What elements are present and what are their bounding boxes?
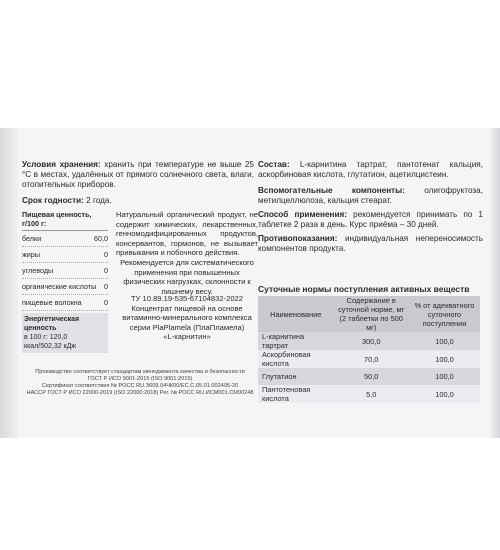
recommendation-text: Рекомендуется для систематического применения при повышенных физических нагрузках, склонности к лишнему весу.	[120, 258, 254, 296]
nutrition-row: углеводы 0	[22, 263, 108, 279]
cert-line2: ГОСТ Р ИСО 9001-2015 (ISO 9001:2015)	[87, 376, 193, 382]
nutrition-table	[22, 210, 108, 353]
active-substances-table	[258, 296, 480, 403]
storage-text: хранить при температуре не выше 25 °С в местах, удалённых от прямого солнечного света, влаги, отопительных приборов.	[22, 160, 254, 190]
nutrition-row: белки 60,0	[22, 231, 108, 247]
storage-label: Условия хранения:	[22, 160, 101, 169]
energy-value-box	[22, 313, 108, 353]
active-table-title: Суточные нормы поступления активных веществ	[258, 284, 470, 294]
nutrition-row: органические кислоты 0	[22, 279, 108, 295]
usage-text: рекомендуется принимать по 1 таблетке 2 раза в день. Курс приёма – 30 дней.	[258, 210, 483, 230]
col-header-percent: % от адекватного суточного поступления	[409, 296, 480, 332]
nutrition-row: жиры 0	[22, 247, 108, 263]
auxiliary-components	[258, 186, 483, 206]
tu-line1: Концентрат пищевой на основе	[131, 303, 243, 313]
col-header-amount: Содержание в суточной норме, мг (2 таблетки по 500 мг)	[333, 296, 408, 332]
composition-text: L-карнитина тартрат, пантотенат кальция, аскорбиновая кислота, глутатион, ацетилцистеин.	[258, 160, 483, 180]
table-header-row	[258, 296, 480, 332]
contra-label: Противопоказания:	[258, 234, 338, 243]
certificates	[22, 369, 258, 397]
composition	[258, 160, 483, 180]
cert-line1: Производство соответствует стандартам менеджмента качества и безопасности	[35, 369, 245, 375]
storage-conditions	[22, 160, 254, 191]
tu-code: ТУ 10.89.19-535-67104832-2022	[130, 294, 244, 303]
contraindications	[258, 234, 483, 254]
energy-value: в 100 г: 120,0 ккал/502,32 кДж	[24, 334, 77, 350]
usage-label: Способ применения:	[258, 210, 348, 219]
table-row: Пантотеновая кислота 5,0 100,0	[258, 385, 480, 403]
col-header-name: Наименование	[258, 296, 333, 332]
tu-line3: серии PlaPlamela (ПлаПламела)	[129, 322, 245, 332]
natural-product-text: Натуральный органический продукт, не содержит химических, лекарственных, генномодифицированных продуктов, консервантов, гормонов, не вызывает привыкания и побочного действия.	[116, 210, 258, 258]
tu-block	[116, 294, 258, 342]
table-row: Глутатион 50,0 100,0	[258, 368, 480, 385]
nutrition-row: пищевые волокна 0	[22, 295, 108, 311]
auxiliary-label: Вспомогательные компоненты:	[258, 186, 405, 195]
shelf-life-text: 2 года.	[86, 196, 112, 205]
usage	[258, 210, 483, 230]
table-row: Аскорбиновая кислота 70,0 100,0	[258, 350, 480, 368]
nutrition-header: Пищевая ценность, г/100 г:	[22, 210, 108, 231]
shelf-life	[22, 196, 254, 206]
tu-line4: «L-карнитин»	[163, 332, 211, 342]
energy-label: Энергетическая ценность	[24, 316, 80, 332]
table-row: L-карнитина тартрат 300,0 100,0	[258, 332, 480, 350]
tu-line2: витаминно-минерального комплекса	[122, 313, 252, 323]
composition-label: Состав:	[258, 160, 290, 169]
auxiliary-text: олигофруктоза, метилцеллюлоза, кальция стеарат.	[258, 186, 484, 206]
cert-line4: НАССР ГОСТ Р ИСО 22000-2019 (ISO 22000:2018) Рег. № РОСС RU.ИСМ001.СМ00248	[26, 390, 254, 396]
contra-text: индивидуальная непереносимость компонентов продукта.	[258, 234, 483, 254]
cert-line3: Сертификат соответствия № РОСС RU.З609.04ЧК00/ЕС.С.05.01.002495-20	[41, 383, 239, 389]
shelf-life-label: Срок годности:	[22, 196, 84, 205]
